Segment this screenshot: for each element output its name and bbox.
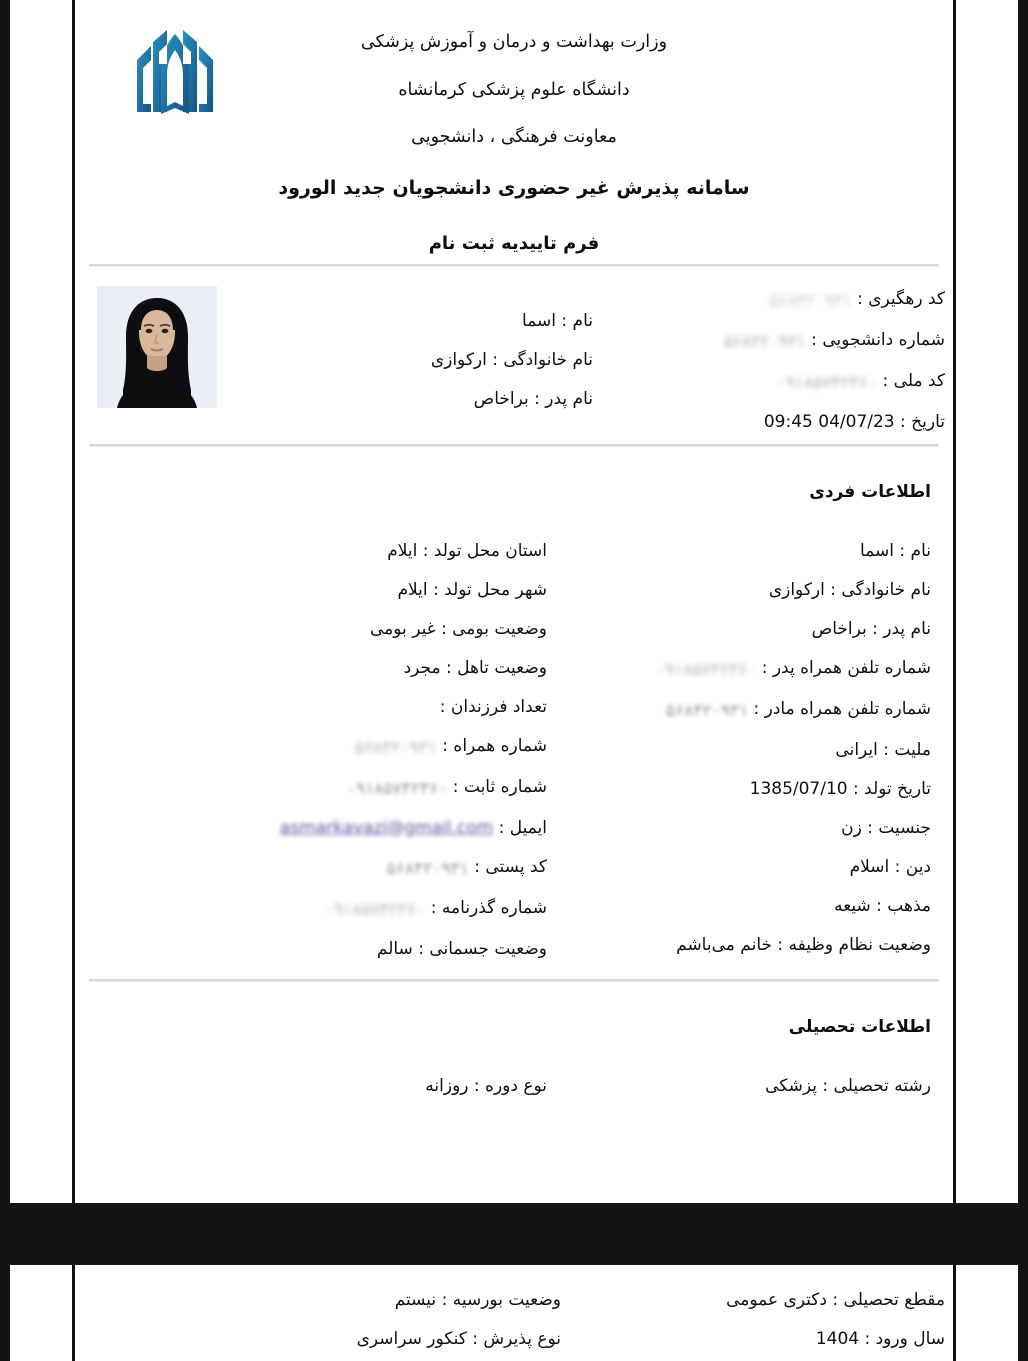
system-title: سامانه پذیرش غیر حضوری دانشجویان جدید الورود — [278, 176, 750, 199]
course-type-row — [425, 1067, 547, 1105]
entry-year-row — [726, 1320, 945, 1359]
student-number-row — [615, 321, 945, 362]
date-label: تاریخ : — [900, 411, 945, 432]
first-name-row — [303, 302, 593, 341]
entry-year-value: 1404 — [815, 1329, 860, 1349]
personal-right-value: اسما — [860, 540, 895, 561]
personal-info-section — [75, 446, 953, 973]
personal-right-value-redacted: ۵۶۸۴۲۰۹۳۱ — [665, 700, 749, 721]
personal-left-value: سالم — [376, 938, 413, 959]
personal-right-label: نام خانوادگی : — [830, 579, 931, 600]
tracking-code-row — [615, 280, 945, 321]
personal-left-row — [217, 571, 547, 610]
personal-left-row — [217, 649, 547, 688]
deputy-name: معاونت فرهنگی ، دانشجویی — [411, 127, 617, 147]
degree-row — [726, 1281, 945, 1320]
personal-right-row — [591, 770, 931, 809]
page2-left-column — [357, 1281, 561, 1359]
degree-label: مقطع تحصیلی : — [832, 1290, 945, 1310]
page2-right-column — [726, 1281, 945, 1359]
document-page-1 — [10, 0, 1018, 1203]
personal-right-row — [591, 848, 931, 887]
university-name: دانشگاه علوم پزشکی کرمانشاه — [398, 79, 630, 100]
personal-right-value-redacted: ۰۹۱۸۵۷۴۲۳۶۰ — [655, 659, 757, 680]
personal-right-value: شیعه — [834, 895, 871, 916]
personal-right-label: وضعیت نظام وظیفه : — [777, 934, 931, 955]
personal-left-label: شهر محل تولد : — [433, 579, 547, 600]
personal-right-label: نام پدر : — [872, 618, 931, 639]
father-name-value: براخاص — [473, 388, 529, 409]
personal-right-column — [591, 532, 931, 965]
education-continued — [75, 1265, 953, 1349]
personal-left-row — [217, 727, 547, 768]
personal-right-value: اسلام — [849, 856, 890, 877]
personal-right-value: ایرانی — [835, 739, 878, 760]
page-1-content — [75, 0, 953, 1203]
personal-left-row — [217, 809, 547, 848]
personal-right-row — [591, 731, 931, 770]
personal-left-value: غیر بومی — [370, 618, 436, 639]
personal-left-value: ایلام — [397, 579, 428, 600]
education-info-title: اطلاعات تحصیلی — [788, 1016, 931, 1037]
personal-left-row — [217, 848, 547, 889]
student-photo — [97, 286, 217, 408]
first-name-value: اسما — [522, 310, 557, 331]
personal-left-value: ایلام — [387, 540, 418, 561]
degree-value: دکتری عمومی — [726, 1290, 827, 1310]
last-name-row — [303, 341, 593, 380]
scholarship-label: وضعیت بورسیه : — [441, 1290, 561, 1310]
personal-left-row — [217, 610, 547, 649]
scholarship-value: نیستم — [394, 1290, 437, 1310]
personal-left-row — [217, 532, 547, 571]
admission-type-label: نوع پذیرش : — [472, 1329, 561, 1349]
national-id-label: کد ملی : — [882, 370, 945, 391]
personal-left-value: مجرد — [403, 657, 441, 678]
personal-right-value: ارکوازی — [768, 579, 825, 600]
personal-right-value: خانم می‌باشم — [676, 934, 773, 955]
personal-left-label: شماره ثابت : — [452, 776, 547, 797]
university-logo-icon — [127, 20, 223, 124]
father-name-label: نام پدر : — [534, 388, 593, 409]
personal-right-label: نام : — [899, 540, 931, 561]
personal-left-label: شماره گذرنامه : — [430, 897, 547, 918]
entry-year-label: سال ورود : — [864, 1329, 945, 1349]
education-row-1 — [89, 1067, 939, 1115]
personal-left-label: ایمیل : — [498, 817, 547, 838]
personal-right-label: شماره تلفن همراه پدر : — [761, 657, 931, 678]
page-rule-right — [953, 0, 956, 1203]
personal-left-label: استان محل تولد : — [422, 540, 547, 561]
personal-left-value-redacted: ۰۹۱۸۵۷۴۲۳۶۰ — [346, 778, 448, 799]
document-page-2 — [10, 1265, 1018, 1361]
ministry-name: وزارت بهداشت و درمان و آموزش پزشکی — [360, 32, 668, 52]
personal-left-label: شماره همراه : — [442, 735, 547, 756]
personal-left-label: وضعیت بومی : — [441, 618, 547, 639]
personal-right-label: جنسیت : — [867, 817, 931, 838]
education-info-section — [75, 981, 953, 1119]
personal-left-label: وضعیت تاهل : — [446, 657, 547, 678]
personal-right-label: مذهب : — [876, 895, 931, 916]
page2-rule-right — [953, 1265, 956, 1361]
first-name-label: نام : — [561, 310, 593, 331]
national-id-row — [615, 362, 945, 403]
student-number-value: ۵۶۸۴۲۰۹۳۱ — [723, 331, 806, 352]
father-name-row — [303, 380, 593, 419]
last-name-value: ارکوازی — [430, 349, 487, 370]
personal-right-row — [591, 926, 931, 965]
personal-right-value: براخاص — [811, 618, 867, 639]
document-header — [75, 0, 953, 254]
personal-left-label: تعداد فرزندان : — [439, 696, 547, 717]
tracking-code-value: ۵۶۸۴۲۰۹۳۱ — [769, 290, 852, 311]
personal-left-row — [217, 889, 547, 930]
personal-info-title: اطلاعات فردی — [809, 481, 931, 502]
page-2-content — [75, 1265, 953, 1361]
personal-left-label: وضعیت جسمانی : — [418, 938, 547, 959]
personal-left-column — [217, 532, 547, 969]
personal-left-row — [217, 930, 547, 969]
personal-left-row — [217, 768, 547, 809]
identity-middle-column — [303, 302, 593, 419]
personal-right-value: 1385/07/10 — [749, 778, 848, 799]
email-value[interactable]: asmarkavazi@gmail.com — [279, 817, 494, 838]
course-type-value: روزانه — [425, 1075, 469, 1096]
admission-type-value: کنکور سراسری — [356, 1329, 467, 1349]
personal-right-row — [591, 532, 931, 571]
date-row — [615, 403, 945, 442]
national-id-value: ۰۹۱۸۵۷۴۲۳۶۰ — [776, 372, 878, 393]
personal-left-row — [217, 688, 547, 727]
personal-left-label: کد پستی : — [474, 856, 547, 877]
form-title: فرم تاییدیه ثبت نام — [428, 232, 600, 254]
last-name-label: نام خانوادگی : — [492, 349, 593, 370]
personal-right-row — [591, 887, 931, 926]
personal-left-value-redacted: ۵۶۸۴۲۰۹۳۱ — [354, 737, 437, 758]
scholarship-row — [357, 1281, 561, 1320]
student-number-label: شماره دانشجویی : — [811, 329, 945, 350]
personal-left-value-redacted: ۵۶۸۴۲۰۹۳۱ — [386, 858, 469, 879]
identity-strip — [75, 266, 953, 444]
personal-right-row — [591, 809, 931, 848]
education-field-value: پزشکی — [765, 1075, 817, 1096]
personal-info-columns — [89, 532, 939, 969]
personal-right-label: تاریخ تولد : — [853, 778, 931, 799]
personal-right-label: ملیت : — [883, 739, 931, 760]
personal-right-row — [591, 649, 931, 690]
personal-right-label: دین : — [894, 856, 931, 877]
date-value: 04/07/23 09:45 — [763, 411, 895, 432]
personal-right-label: شماره تلفن همراه مادر : — [753, 698, 931, 719]
personal-left-value-redacted: ۰۹۱۸۵۷۴۲۳۶۰ — [324, 899, 426, 920]
tracking-code-label: کد رهگیری : — [857, 288, 945, 309]
admission-type-row — [357, 1320, 561, 1359]
personal-right-row — [591, 690, 931, 731]
personal-right-row — [591, 571, 931, 610]
personal-right-row — [591, 610, 931, 649]
education-field-row — [765, 1067, 931, 1105]
course-type-label: نوع دوره : — [473, 1075, 547, 1096]
education-field-label: رشته تحصیلی : — [822, 1075, 931, 1096]
identity-right-column — [615, 280, 945, 442]
personal-right-value: زن — [841, 817, 862, 838]
